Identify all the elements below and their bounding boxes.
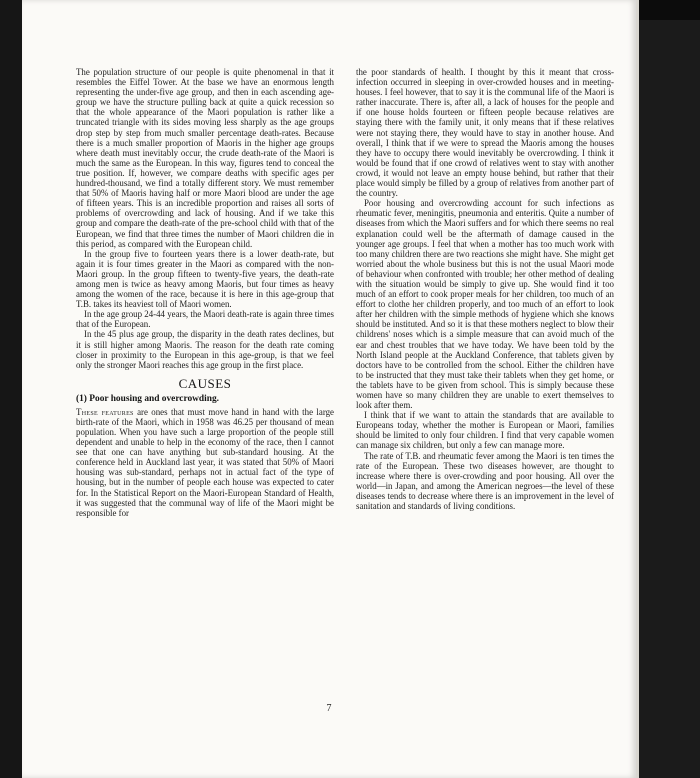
scan-corner (636, 0, 700, 20)
scan-background-left (0, 0, 22, 778)
text-columns (76, 67, 614, 687)
left-column (76, 67, 334, 687)
paragraph-body: are ones that must move hand in hand with the large birth-rate of the Maori, which in 1958 was 46.25 per thousand of mean population. When you have such a large proportion of the people still dependent and unable to help in the economy of the race, then I cannot see that one can have anything but sub-standard housing. At the conference held in Auckland last year, it was stated that 50% of Maori housing was sub-standard, perhaps not in actual fact of the type of housing, but in the number of people each house was expected to cater for. In the Statistical Report on the Maori-European Standard of Health, it was suggested that the communal way of life of the Maori might be responsible for (76, 406, 334, 518)
scan-background-right (636, 0, 700, 778)
paragraph: The population structure of our people is quite phenomenal in that it resembles the Eiffel Tower. At the base we have an enormous length representing the under-five age group, and then in each ascending age-group we have the structure pulling back at quite a quick recession so that the whole appearance of the Maori population is rather like a truncated triangle with its sides moving less sharply as the age groups drop step by step from much smaller percentage death-rates. Because there is a much smaller proportion of Maoris in the higher age groups where death must inevitably occur, the crude death-rate of the Maori is much the same as the European. In this way, figures tend to conceal the true position. If, however, we compare deaths with specific ages per hundred-thousand, we find a totally different story. We must remember that 50% of Maoris having half or more Maori blood are under the age of fifteen years. This is an incredible proportion and raises all sorts of problems of overcrowding and lack of housing. And if we take this group and compare the death-rate of the pre-school child with that of the European, we find that three times the number of Maori children die in this period, as compared with the European child. (76, 67, 334, 249)
paragraph: Poor housing and overcrowding account for such infections as rheumatic fever, meningitis, pneumonia and enteritis. Quite a number of diseases from which the Maori suffers and for which there seems no real explanation could well be the aftermath of damage caused in the younger age groups. I feel that when a mother has too much work with too many children there are two reactions she might have. She might get worried about the whole business but this is not the usual Maori mode of behaviour when confronted with trouble; her other method of dealing with the situation would be simply to give up. She would find it too much of an effort to cook proper meals for her children, too much of an effort to clothe her children properly, and too much of an effort to look after her children with the simple methods of hygiene which she knows should be instituted. And so it is that these mothers neglect to blow their childrens' noses which is a simple measure that can avoid much of the ear and chest troubles that we have today. We have been told by the North Island people at the Auckland Conference, that tablets given by doctors have to be controlled from the school. Either the children have to be instructed that they must take their tablets when they get home, or the tablets have to be given from school. This is simply because these women have so many children they are unable to exert themselves to look after them. (356, 198, 614, 411)
paragraph: I think that if we want to attain the standards that are available to Europeans today, whether the mother is European or Maori, families should be limited to only four children. I find that very capable women can manage six children, but only a few can manage more. (356, 410, 614, 451)
page-number: 7 (326, 703, 332, 714)
sub-heading: (1) Poor housing and overcrowding. (76, 393, 219, 404)
right-column (356, 67, 614, 687)
paragraph: In the group five to fourteen years there is a lower death-rate, but again it is four times greater in the Maori as compared with the non-Maori group. In the group fifteen to twenty-five years, the death-rate among men is twice as heavy among Maoris, but four times as heavy among the women of the race, because it is here in this age-group that T.B. takes its heaviest toll of Maori women. (76, 248, 334, 310)
paragraph: The rate of T.B. and rheumatic fever among the Maori is ten times the rate of the European. These two diseases however, are thought to increase where there is over-crowding and poor housing. All over the world—in Japan, and among the American negroes—the level of these diseases tends to decrease where there is an improvement in the level of sanitation and standards of living conditions. (356, 450, 614, 512)
section-heading: CAUSES (178, 375, 232, 391)
document-page (22, 0, 639, 778)
paragraph: the poor standards of health. I thought by this it meant that cross-infection occurred in sleeping in over-crowded houses and in meeting-houses. I feel however, that to say it is the communal life of the Maori is rather inaccurate. There is, after all, a lack of houses for the people and if one house holds fourteen or fifteen people because relatives are staying there with the family unit, it only means that if these relatives were not staying there, they would have to stay in another house. And overall, I think that if we were to spread the Maoris among the houses they have to occupy there would inevitably be overcrowding. I think it would be found that if one crowd of relatives went to stay with another crowd, it would not leave an empty house behind, but rather that their place would simply be filled by a group of relatives from another part of the country. (356, 67, 614, 199)
lead-in-text: These features (76, 406, 134, 417)
paragraph: In the 45 plus age group, the disparity in the death rates declines, but it is still higher among Maoris. The reason for the death rate coming closer in proximity to the European in this age-group, is that we feel only the stronger Maori reaches this age group in the first place. (76, 329, 334, 370)
paragraph (76, 407, 334, 518)
paragraph: In the age group 24-44 years, the Maori death-rate is again three times that of the European. (76, 309, 334, 330)
